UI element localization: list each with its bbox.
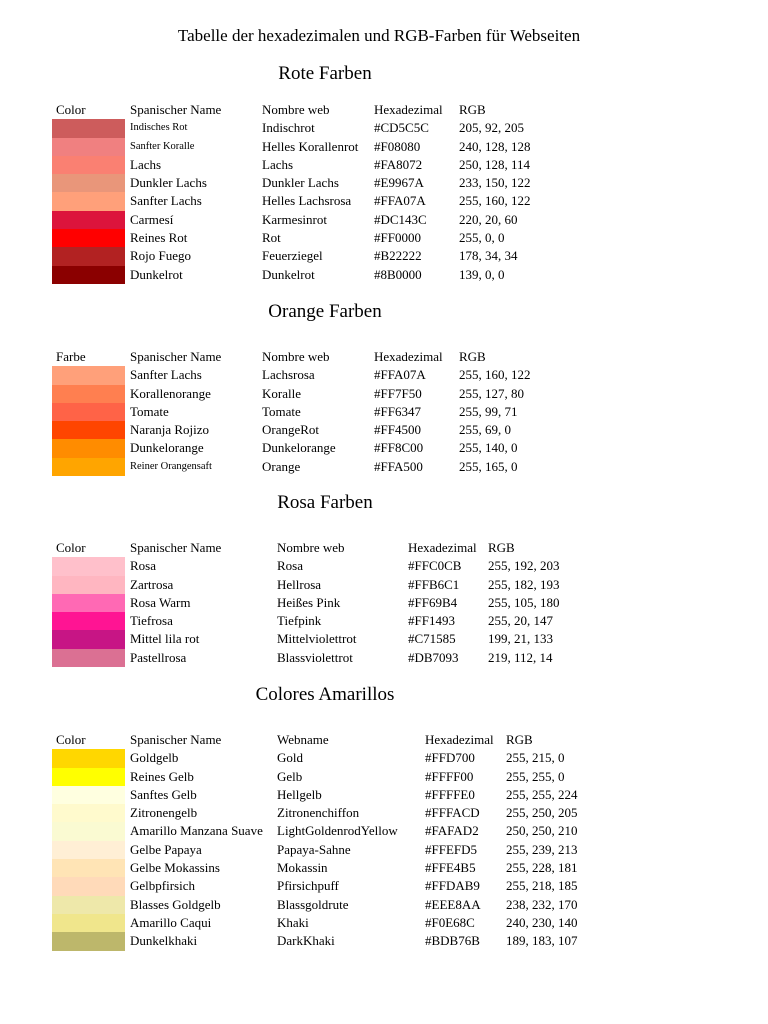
spanish-name: Sanftes Gelb <box>130 786 197 802</box>
rgb-value: 255, 192, 203 <box>488 558 560 574</box>
hex-value: #FFC0CB <box>408 558 462 574</box>
rgb-value: 189, 183, 107 <box>506 933 578 949</box>
rgb-value: 139, 0, 0 <box>459 266 505 282</box>
web-name: Rosa <box>277 558 303 574</box>
hex-value: #C71585 <box>408 631 456 647</box>
rgb-value: 240, 128, 128 <box>459 138 531 154</box>
spanish-name: Zartrosa <box>130 576 174 592</box>
color-swatch <box>52 266 125 284</box>
color-swatch <box>52 768 125 786</box>
hex-value: #FFFFE0 <box>425 786 475 802</box>
web-name: Tomate <box>262 403 301 419</box>
web-name: Lachsrosa <box>262 367 315 383</box>
rgb-value: 238, 232, 170 <box>506 896 578 912</box>
color-swatch <box>52 896 125 914</box>
rgb-value: 255, 127, 80 <box>459 385 524 401</box>
header-hex: Hexadezimal <box>374 349 443 364</box>
web-name: Mokassin <box>277 860 328 876</box>
web-name: Feuerziegel <box>262 248 323 264</box>
spanish-name: Reiner Orangensaft <box>130 460 212 472</box>
spanish-name: Gelbe Mokassins <box>130 860 220 876</box>
spanish-name: Dunkelorange <box>130 440 204 456</box>
web-name: Papaya-Sahne <box>277 841 351 857</box>
web-name: Dunkelrot <box>262 266 315 282</box>
rgb-value: 178, 34, 34 <box>459 248 518 264</box>
color-swatch <box>52 557 125 575</box>
web-name: Dunkler Lachs <box>262 175 339 191</box>
color-swatch <box>52 877 125 895</box>
web-name: Pfirsichpuff <box>277 878 339 894</box>
web-name: OrangeRot <box>262 422 320 438</box>
color-swatch <box>52 174 125 192</box>
rgb-value: 220, 20, 60 <box>459 211 518 227</box>
rgb-value: 205, 92, 205 <box>459 120 524 136</box>
section-title-yellow: Colores Amarillos <box>255 684 395 705</box>
hex-value: #CD5C5C <box>374 120 429 136</box>
rgb-value: 255, 250, 205 <box>506 805 578 821</box>
color-swatch <box>52 649 125 667</box>
spanish-name: Mittel lila rot <box>130 631 200 647</box>
rgb-value: 255, 160, 122 <box>459 367 531 383</box>
rgb-value: 219, 112, 14 <box>488 649 553 665</box>
header-rgb: RGB <box>459 102 486 117</box>
hex-value: #FFDAB9 <box>425 878 480 894</box>
web-name: Blassviolettrot <box>277 649 353 665</box>
spanish-name: Goldgelb <box>130 750 179 766</box>
hex-value: #BDB76B <box>425 933 480 949</box>
rgb-value: 255, 228, 181 <box>506 860 578 876</box>
header-color: Farbe <box>56 349 86 364</box>
hex-value: #FFB6C1 <box>408 576 460 592</box>
color-swatch <box>52 211 125 229</box>
rgb-value: 250, 128, 114 <box>459 156 531 172</box>
color-swatch <box>52 749 125 767</box>
rgb-value: 255, 160, 122 <box>459 193 531 209</box>
spanish-name: Rosa Warm <box>130 594 191 610</box>
hex-value: #F0E68C <box>425 914 475 930</box>
color-swatch <box>52 576 125 594</box>
web-name: Karmesinrot <box>262 211 327 227</box>
spanish-name: Tiefrosa <box>130 613 173 629</box>
color-swatch <box>52 403 125 421</box>
header-hex: Hexadezimal <box>408 540 477 555</box>
web-name: Hellgelb <box>277 786 322 802</box>
rgb-value: 255, 105, 180 <box>488 594 560 610</box>
spanish-name: Lachs <box>130 156 162 172</box>
hex-value: #DC143C <box>374 211 427 227</box>
spanish-name: Naranja Rojizo <box>130 422 210 438</box>
rgb-value: 250, 250, 210 <box>506 823 578 839</box>
hex-value: #FF0000 <box>374 230 421 246</box>
hex-value: #FFFF00 <box>425 768 474 784</box>
web-name: Heißes Pink <box>277 594 341 610</box>
spanish-name: Reines Rot <box>130 230 188 246</box>
hex-value: #FF8C00 <box>374 440 424 456</box>
web-name: Gelb <box>277 768 303 784</box>
spanish-name: Sanfter Lachs <box>130 193 202 209</box>
web-name: Dunkelorange <box>262 440 336 456</box>
rgb-value: 255, 165, 0 <box>459 458 518 474</box>
rgb-value: 255, 182, 193 <box>488 576 560 592</box>
color-swatch <box>52 366 125 384</box>
color-swatch <box>52 594 125 612</box>
web-name: Tiefpink <box>277 613 322 629</box>
hex-value: #F08080 <box>374 138 421 154</box>
hex-value: #FF4500 <box>374 422 421 438</box>
color-swatch <box>52 385 125 403</box>
color-swatch <box>52 822 125 840</box>
hex-value: #8B0000 <box>374 266 422 282</box>
color-swatch <box>52 612 125 630</box>
rgb-value: 255, 140, 0 <box>459 440 518 456</box>
spanish-name: Gelbpfirsich <box>130 878 195 894</box>
header-hex: Hexadezimal <box>425 732 494 747</box>
header-web-name: Nombre web <box>262 102 330 117</box>
web-name: Zitronenchiffon <box>277 805 360 821</box>
hex-value: #EEE8AA <box>425 896 481 912</box>
spanish-name: Reines Gelb <box>130 768 194 784</box>
spanish-name: Rojo Fuego <box>130 248 192 264</box>
spanish-name: Pastellrosa <box>130 649 187 665</box>
hex-value: #FFD700 <box>425 750 475 766</box>
spanish-name: Dunkler Lachs <box>130 175 207 191</box>
hex-value: #FFA07A <box>374 367 426 383</box>
color-swatch <box>52 229 125 247</box>
spanish-name: Indisches Rot <box>130 122 188 134</box>
header-web-name: Webname <box>277 732 329 747</box>
web-name: Lachs <box>262 156 294 172</box>
hex-value: #FFA07A <box>374 193 426 209</box>
color-swatch <box>52 119 125 137</box>
rgb-value: 255, 69, 0 <box>459 422 511 438</box>
hex-value: #FF7F50 <box>374 385 422 401</box>
hex-value: #B22222 <box>374 248 422 264</box>
color-swatch <box>52 932 125 950</box>
spanish-name: Tomate <box>130 403 169 419</box>
color-swatch <box>52 859 125 877</box>
spanish-name: Dunkelrot <box>130 266 183 282</box>
web-name: Hellrosa <box>277 576 322 592</box>
spanish-name: Zitronengelb <box>130 805 198 821</box>
hex-value: #FF6347 <box>374 403 421 419</box>
header-color: Color <box>56 102 86 117</box>
header-color: Color <box>56 540 86 555</box>
rgb-value: 255, 255, 224 <box>506 786 578 802</box>
spanish-name: Sanfter Lachs <box>130 367 202 383</box>
color-swatch <box>52 841 125 859</box>
header-rgb: RGB <box>506 732 533 747</box>
hex-value: #FFA500 <box>374 458 423 474</box>
spanish-name: Dunkelkhaki <box>130 933 198 949</box>
web-name: Helles Lachsrosa <box>262 193 352 209</box>
color-swatch <box>52 156 125 174</box>
color-swatch <box>52 914 125 932</box>
web-name: Indischrot <box>262 120 315 136</box>
header-rgb: RGB <box>459 349 486 364</box>
header-web-name: Nombre web <box>277 540 345 555</box>
hex-value: #DB7093 <box>408 649 459 665</box>
rgb-value: 255, 239, 213 <box>506 841 578 857</box>
color-swatch <box>52 192 125 210</box>
web-name: Helles Korallenrot <box>262 138 359 154</box>
header-color: Color <box>56 732 86 747</box>
web-name: Rot <box>262 230 281 246</box>
web-name: LightGoldenrodYellow <box>277 823 398 839</box>
rgb-value: 233, 150, 122 <box>459 175 531 191</box>
section-title-pink: Rosa Farben <box>277 492 373 513</box>
web-name: Orange <box>262 458 301 474</box>
header-rgb: RGB <box>488 540 515 555</box>
web-name: Mittelviolettrot <box>277 631 357 647</box>
color-swatch <box>52 247 125 265</box>
rgb-value: 255, 255, 0 <box>506 768 565 784</box>
spanish-name: Amarillo Manzana Suave <box>130 823 263 839</box>
rgb-value: 255, 215, 0 <box>506 750 565 766</box>
header-web-name: Nombre web <box>262 349 330 364</box>
header-spanish-name: Spanischer Name <box>130 732 222 747</box>
web-name: Koralle <box>262 385 301 401</box>
header-spanish-name: Spanischer Name <box>130 102 222 117</box>
web-name: DarkKhaki <box>277 933 335 949</box>
rgb-value: 255, 20, 147 <box>488 613 553 629</box>
spanish-name: Carmesí <box>130 211 174 227</box>
spanish-name: Rosa <box>130 558 156 574</box>
hex-value: #FA8072 <box>374 156 423 172</box>
hex-value: #FFFACD <box>425 805 480 821</box>
spanish-name: Korallenorange <box>130 385 211 401</box>
color-swatch <box>52 421 125 439</box>
spanish-name: Gelbe Papaya <box>130 841 202 857</box>
hex-value: #FFEFD5 <box>425 841 478 857</box>
color-swatch <box>52 458 125 476</box>
header-hex: Hexadezimal <box>374 102 443 117</box>
section-title-red: Rote Farben <box>278 63 372 84</box>
header-spanish-name: Spanischer Name <box>130 540 222 555</box>
rgb-value: 255, 99, 71 <box>459 403 518 419</box>
web-name: Gold <box>277 750 303 766</box>
color-swatch <box>52 630 125 648</box>
hex-value: #E9967A <box>374 175 424 191</box>
page-title: Tabelle der hexadezimalen und RGB-Farben für Webseiten <box>177 26 581 45</box>
color-swatch <box>52 786 125 804</box>
color-swatch <box>52 138 125 156</box>
color-swatch <box>52 804 125 822</box>
hex-value: #FAFAD2 <box>425 823 479 839</box>
hex-value: #FF1493 <box>408 613 455 629</box>
rgb-value: 255, 218, 185 <box>506 878 578 894</box>
web-name: Blassgoldrute <box>277 896 349 912</box>
section-title-orange: Orange Farben <box>268 301 382 322</box>
rgb-value: 199, 21, 133 <box>488 631 553 647</box>
header-spanish-name: Spanischer Name <box>130 349 222 364</box>
web-name: Khaki <box>277 914 309 930</box>
color-swatch <box>52 439 125 457</box>
spanish-name: Sanfter Koralle <box>130 140 195 152</box>
spanish-name: Blasses Goldgelb <box>130 896 221 912</box>
hex-value: #FF69B4 <box>408 594 458 610</box>
spanish-name: Amarillo Caqui <box>130 914 212 930</box>
rgb-value: 255, 0, 0 <box>459 230 505 246</box>
hex-value: #FFE4B5 <box>425 860 476 876</box>
rgb-value: 240, 230, 140 <box>506 914 578 930</box>
